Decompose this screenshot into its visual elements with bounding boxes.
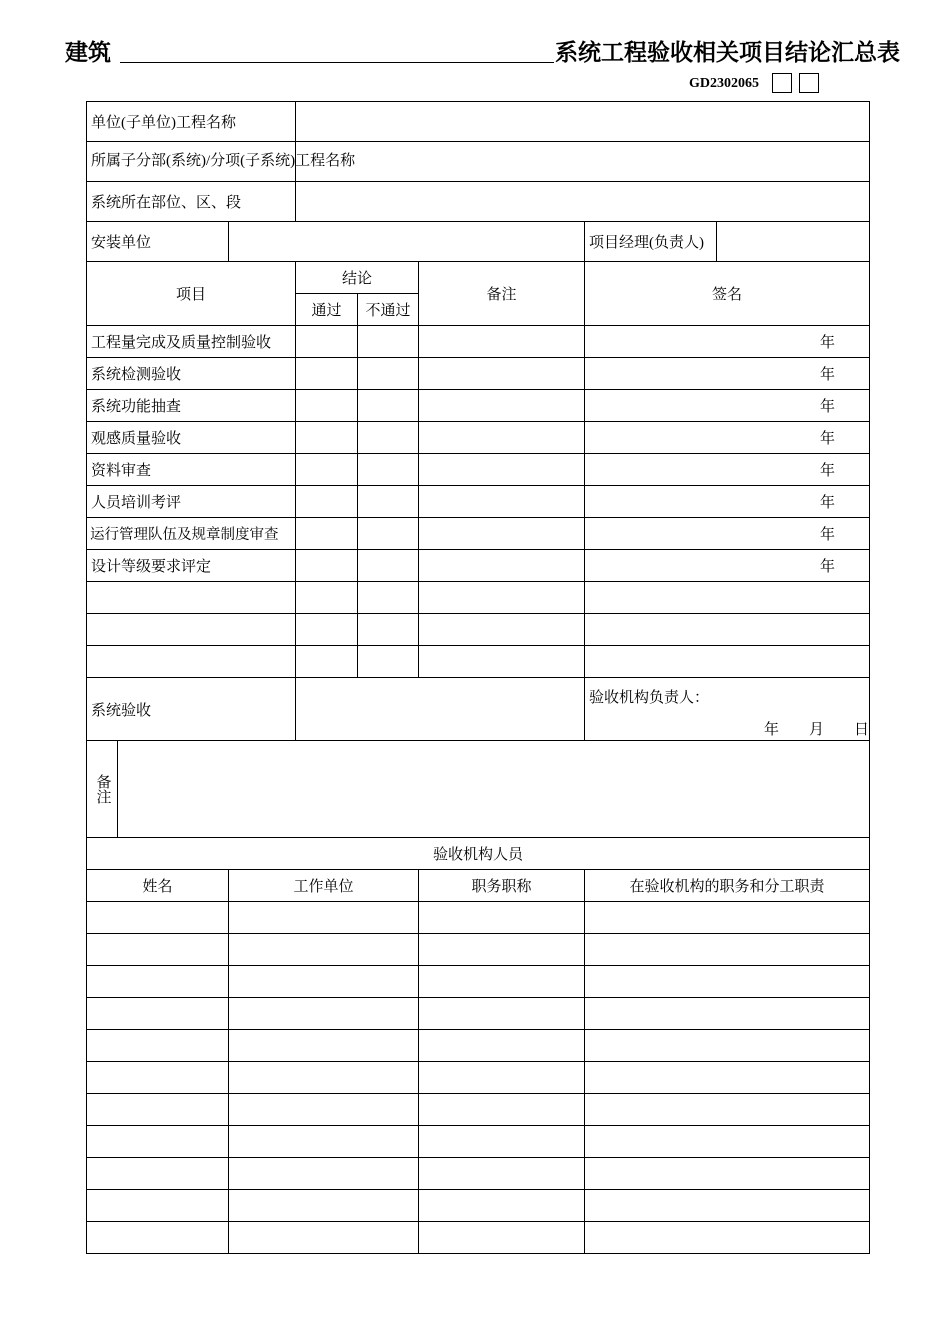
personnel-title-header: 职务职称 <box>419 870 585 902</box>
pass-cell[interactable] <box>296 390 358 422</box>
table-row <box>87 422 870 454</box>
acceptance-date: 年 月 日 <box>764 722 870 738</box>
item-name: 观感质量验收 <box>87 422 296 454</box>
fail-cell[interactable] <box>358 422 419 454</box>
name-cell[interactable] <box>87 1030 229 1062</box>
item-header: 项目 <box>87 262 296 326</box>
item-name: 系统检测验收 <box>87 358 296 390</box>
personnel-row <box>87 1158 870 1190</box>
org-cell[interactable] <box>229 1094 419 1126</box>
remarks-label: 备注 <box>94 774 111 804</box>
signature-cell[interactable] <box>585 646 870 678</box>
fail-cell[interactable] <box>358 614 419 646</box>
location-label: 系统所在部位、区、段 <box>87 182 296 222</box>
remarks-field[interactable] <box>118 741 869 837</box>
pass-cell[interactable] <box>296 646 358 678</box>
unit-name-field[interactable] <box>296 102 870 142</box>
duty-cell[interactable] <box>585 1062 870 1094</box>
duty-cell[interactable] <box>585 966 870 998</box>
subdivision-field[interactable] <box>296 142 870 182</box>
remark-cell[interactable] <box>419 422 585 454</box>
name-cell[interactable] <box>87 1062 229 1094</box>
personnel-row <box>87 1126 870 1158</box>
name-cell[interactable] <box>87 1094 229 1126</box>
title-prefix: 建筑 <box>65 40 111 66</box>
table-row <box>87 358 870 390</box>
item-name: 资料审查 <box>87 454 296 486</box>
remark-cell[interactable] <box>419 582 585 614</box>
title-cell[interactable] <box>419 1126 585 1158</box>
org-cell[interactable] <box>229 1126 419 1158</box>
signature-cell[interactable] <box>585 614 870 646</box>
pass-cell[interactable] <box>296 550 358 582</box>
date-year: 年 <box>820 431 836 447</box>
item-name: 工程量完成及质量控制验收 <box>87 326 296 358</box>
remark-cell[interactable] <box>419 614 585 646</box>
title-cell[interactable] <box>419 1222 585 1254</box>
fail-cell[interactable] <box>358 358 419 390</box>
duty-cell[interactable] <box>585 1030 870 1062</box>
fail-header: 不通过 <box>358 294 419 326</box>
item-name[interactable] <box>87 614 296 646</box>
table-row <box>87 390 870 422</box>
duty-cell[interactable] <box>585 1126 870 1158</box>
name-cell[interactable] <box>87 902 229 934</box>
duty-cell[interactable] <box>585 998 870 1030</box>
item-name: 设计等级要求评定 <box>87 550 296 582</box>
code-box-1[interactable] <box>772 73 792 93</box>
fail-cell[interactable] <box>358 646 419 678</box>
fail-cell[interactable] <box>358 582 419 614</box>
system-acceptance-field[interactable] <box>296 678 585 741</box>
title-cell[interactable] <box>419 902 585 934</box>
personnel-row <box>87 966 870 998</box>
pass-cell[interactable] <box>296 486 358 518</box>
remarks-row <box>87 741 870 838</box>
duty-cell[interactable] <box>585 1094 870 1126</box>
signature-cell[interactable] <box>585 518 870 550</box>
name-cell[interactable] <box>87 1222 229 1254</box>
duty-cell[interactable] <box>585 934 870 966</box>
form-code: GD2302065 <box>689 76 759 91</box>
table-row <box>87 486 870 518</box>
signature-cell[interactable] <box>585 326 870 358</box>
org-cell[interactable] <box>229 1030 419 1062</box>
title-cell[interactable] <box>419 1094 585 1126</box>
title-cell[interactable] <box>419 966 585 998</box>
item-name: 人员培训考评 <box>87 486 296 518</box>
pass-cell[interactable] <box>296 326 358 358</box>
fail-cell[interactable] <box>358 486 419 518</box>
signature-cell[interactable] <box>585 550 870 582</box>
personnel-row <box>87 1062 870 1094</box>
title-cell[interactable] <box>419 1190 585 1222</box>
item-name: 运行管理队伍及规章制度审查 <box>87 518 296 550</box>
date-year: 年 <box>820 559 836 575</box>
fail-cell[interactable] <box>358 518 419 550</box>
title-underline <box>120 62 554 63</box>
subdivision-label: 所属子分部(系统)/分项(子系统)工程名称 <box>87 142 296 182</box>
org-cell[interactable] <box>229 1062 419 1094</box>
personnel-org-header: 工作单位 <box>229 870 419 902</box>
item-name[interactable] <box>87 582 296 614</box>
pass-cell[interactable] <box>296 454 358 486</box>
signature-cell[interactable] <box>585 486 870 518</box>
remark-header: 备注 <box>419 262 585 326</box>
fail-cell[interactable] <box>358 390 419 422</box>
duty-cell[interactable] <box>585 1222 870 1254</box>
code-box-2[interactable] <box>799 73 819 93</box>
date-year: 年 <box>820 399 836 415</box>
signature-header: 签名 <box>585 262 870 326</box>
conclusion-header: 结论 <box>296 262 419 294</box>
org-cell[interactable] <box>229 1190 419 1222</box>
personnel-duty-header: 在验收机构的职务和分工职责 <box>585 870 870 902</box>
title-cell[interactable] <box>419 998 585 1030</box>
org-cell[interactable] <box>229 966 419 998</box>
remark-cell[interactable] <box>419 646 585 678</box>
org-cell[interactable] <box>229 1158 419 1190</box>
date-year: 年 <box>820 463 836 479</box>
personnel-row <box>87 998 870 1030</box>
personnel-row <box>87 1030 870 1062</box>
fail-cell[interactable] <box>358 454 419 486</box>
remark-cell[interactable] <box>419 486 585 518</box>
personnel-title: 验收机构人员 <box>87 838 870 870</box>
pass-header: 通过 <box>296 294 358 326</box>
remark-cell[interactable] <box>419 518 585 550</box>
acceptance-head-cell[interactable] <box>585 678 870 741</box>
org-cell[interactable] <box>229 902 419 934</box>
name-cell[interactable] <box>87 966 229 998</box>
fail-cell[interactable] <box>358 550 419 582</box>
signature-cell[interactable] <box>585 582 870 614</box>
name-cell[interactable] <box>87 1158 229 1190</box>
date-year: 年 <box>820 335 836 351</box>
signature-cell[interactable] <box>585 358 870 390</box>
personnel-row <box>87 934 870 966</box>
org-cell[interactable] <box>229 998 419 1030</box>
acceptance-form <box>86 101 870 1254</box>
page-title: 系统工程验收相关项目结论汇总表 <box>555 40 900 66</box>
pass-cell[interactable] <box>296 518 358 550</box>
pass-cell[interactable] <box>296 582 358 614</box>
table-row <box>87 550 870 582</box>
pass-cell[interactable] <box>296 358 358 390</box>
acceptance-head-label: 验收机构负责人： <box>589 690 710 706</box>
org-cell[interactable] <box>229 934 419 966</box>
name-cell[interactable] <box>87 998 229 1030</box>
remark-cell[interactable] <box>419 326 585 358</box>
pass-cell[interactable] <box>296 422 358 454</box>
manager-field[interactable] <box>717 222 870 262</box>
name-cell[interactable] <box>87 934 229 966</box>
signature-cell[interactable] <box>585 454 870 486</box>
date-year: 年 <box>820 495 836 511</box>
system-acceptance-label: 系统验收 <box>87 678 296 741</box>
name-cell[interactable] <box>87 1190 229 1222</box>
table-row <box>87 326 870 358</box>
title-cell[interactable] <box>419 1030 585 1062</box>
pass-cell[interactable] <box>296 614 358 646</box>
org-cell[interactable] <box>229 1222 419 1254</box>
item-name[interactable] <box>87 646 296 678</box>
installer-label: 安装单位 <box>87 222 229 262</box>
table-row <box>87 646 870 678</box>
manager-label: 项目经理(负责人) <box>585 222 717 262</box>
location-field[interactable] <box>296 182 870 222</box>
duty-cell[interactable] <box>585 1158 870 1190</box>
personnel-row <box>87 1222 870 1254</box>
date-year: 年 <box>820 527 836 543</box>
remark-cell[interactable] <box>419 358 585 390</box>
remark-cell[interactable] <box>419 454 585 486</box>
remark-cell[interactable] <box>419 550 585 582</box>
personnel-row <box>87 1190 870 1222</box>
duty-cell[interactable] <box>585 1190 870 1222</box>
remark-cell[interactable] <box>419 390 585 422</box>
title-cell[interactable] <box>419 1062 585 1094</box>
personnel-row <box>87 902 870 934</box>
name-cell[interactable] <box>87 1126 229 1158</box>
duty-cell[interactable] <box>585 902 870 934</box>
title-cell[interactable] <box>419 934 585 966</box>
signature-cell[interactable] <box>585 390 870 422</box>
signature-cell[interactable] <box>585 422 870 454</box>
date-year: 年 <box>820 367 836 383</box>
personnel-name-header: 姓名 <box>87 870 229 902</box>
table-row <box>87 518 870 550</box>
table-row <box>87 614 870 646</box>
fail-cell[interactable] <box>358 326 419 358</box>
table-row <box>87 454 870 486</box>
table-row <box>87 582 870 614</box>
personnel-row <box>87 1094 870 1126</box>
title-cell[interactable] <box>419 1158 585 1190</box>
item-name: 系统功能抽查 <box>87 390 296 422</box>
unit-name-label: 单位(子单位)工程名称 <box>87 102 296 142</box>
installer-field[interactable] <box>229 222 585 262</box>
